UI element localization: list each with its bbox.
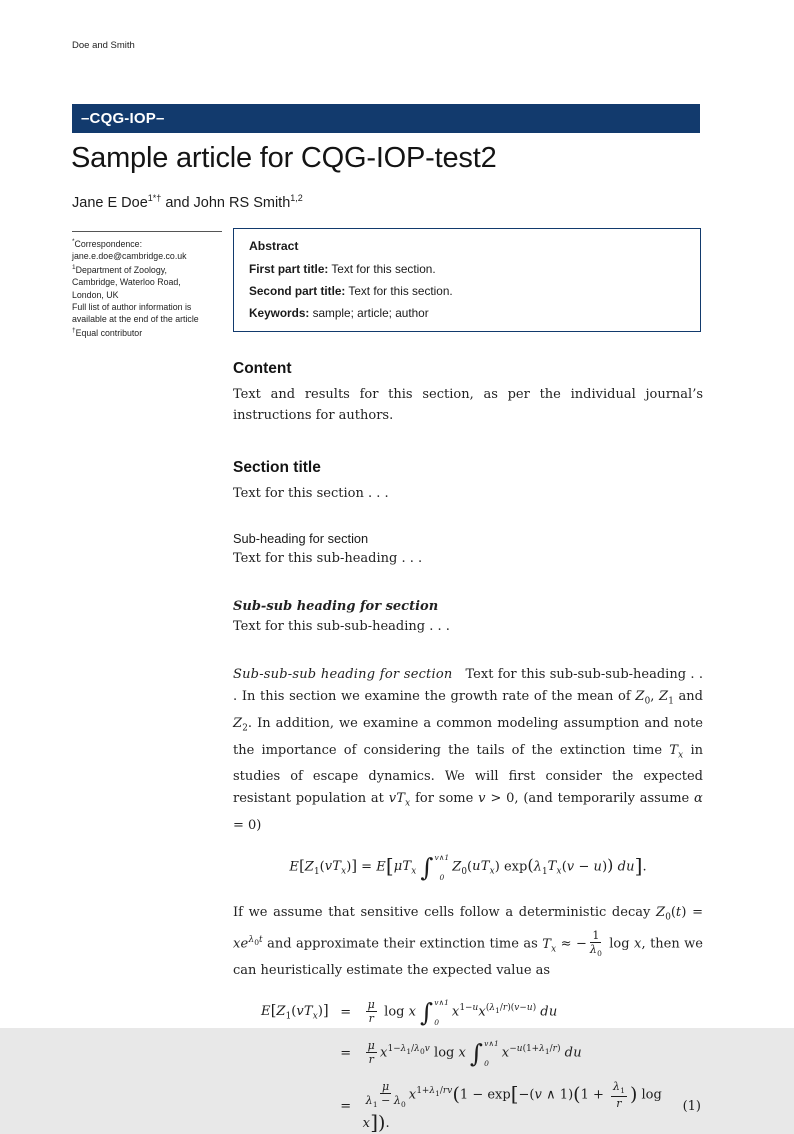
equation-lhs: $E[Z_1(vT_x)]$ [261, 1003, 329, 1022]
sidebar-line: Cambridge, Waterloo Road, [72, 277, 181, 288]
abstract-box [233, 228, 701, 332]
sidebar-line: London, UK [72, 289, 119, 300]
abstract-keywords-label: Keywords: [249, 306, 310, 320]
abstract-heading: Abstract [249, 239, 299, 253]
sidebar-line: *Correspondence: [72, 238, 143, 249]
sub-heading: Sub-heading for section [233, 530, 369, 546]
running-head: Doe and Smith [72, 40, 135, 51]
equals-sign: = [340, 1005, 352, 1021]
abstract-item [249, 262, 685, 276]
equals-sign: = [340, 1099, 352, 1115]
abstract-item-label: Second part title: [249, 284, 346, 298]
abstract-item-label: First part title: [249, 262, 329, 276]
article-title: Sample article for CQG-IOP-test2 [71, 142, 497, 174]
equation-number: (1) [682, 1099, 701, 1115]
abstract-item [249, 284, 685, 298]
assumption-paragraph: If we assume that sensitive cells follow a deterministic decay $Z_0(t) = xe^{\lambda_0t}$ and approximate their extinction time as $T_x$ ≈ − $\frac{1}{\lambda_0}$ log x, then we can heuristically estimate the expected value as [233, 904, 703, 979]
abstract-keywords [249, 306, 685, 320]
content-paragraph: Text and results for this section, as per the individual journal’s instructions for authors. [233, 387, 703, 424]
sidebar-line: $^1$Department of Zoology, [72, 264, 167, 276]
main-column [233, 360, 703, 1134]
journal-banner [72, 104, 700, 133]
sidebar-line: †Equal contributor [72, 327, 143, 339]
section-title-heading: Section title [233, 458, 321, 476]
sidebar-line: available at the end of the article [72, 314, 199, 325]
section-paragraph: Text for this section . . . [233, 485, 389, 501]
equation-rhs: $\frac{\mu}{r}$ $x^{1-\lambda_1/\lambda_0v}$ log x ∫ v∧1 0 $x^{-u(1+\lambda_1/r)}$ du [367, 1038, 582, 1069]
abstract-keywords-text: sample; article; author [309, 306, 429, 320]
sub-heading-paragraph: Text for this sub-heading . . . [233, 550, 423, 566]
authors-line: Jane E Doe$^{1*\dagger}$ and John RS Smith$^{1,2}$ [72, 193, 303, 211]
journal-banner-label: –CQG-IOP– [81, 110, 165, 127]
correspondence-sidebar [72, 231, 222, 339]
content-heading: Content [233, 360, 292, 377]
sidebar-line: Full list of author information is [72, 301, 192, 312]
equation-rhs: $\frac{\mu}{r}$ log x ∫ v∧1 0 $x^{1-u}x^{(\lambda_1/r)(v-u)}$ du [367, 997, 558, 1028]
sub-sub-heading-paragraph: Text for this sub-sub-heading . . . [233, 619, 450, 635]
abstract-item-text: Text for this section. [328, 262, 436, 276]
aligned-equation-block [261, 998, 701, 1134]
abstract-item-text: Text for this section. [345, 284, 453, 298]
sidebar-line-email: jane.e.doe@cambridge.co.uk [72, 251, 187, 262]
sub-sub-sub-paragraph: Sub-sub-sub heading for section Text for this sub-sub-sub-heading . . . In this section we examine the growth rate of the mean of $Z_0$, $Z_1$ and $Z_2$. In addition, we examine a common modeling assumption and note the importance of considering the tails of the extinction time $T_x$ in studies of escape dynamics. We will first consider the expected resistant population at $vT_x$ for some v > 0, (and temporarily assume α = 0) [233, 667, 704, 833]
sub-sub-heading: Sub-sub heading for section [233, 599, 439, 615]
equation-rhs: $\frac{\mu}{\lambda_1 - \lambda_0}$ $x^{1+\lambda_1/rv}(1 - \exp[-(v$ ∧ 1)(1 + $\frac{\lambda_1}{r}$ ) log x]). [362, 1079, 662, 1134]
equals-sign: = [340, 1046, 352, 1062]
display-equation: $E[Z_1(vT_x)] = E[\mu T_x$ ∫ v∧1 0 $Z_0(uT_x) \exp(\lambda_1T_x(v - u))$ du]. [289, 852, 647, 883]
